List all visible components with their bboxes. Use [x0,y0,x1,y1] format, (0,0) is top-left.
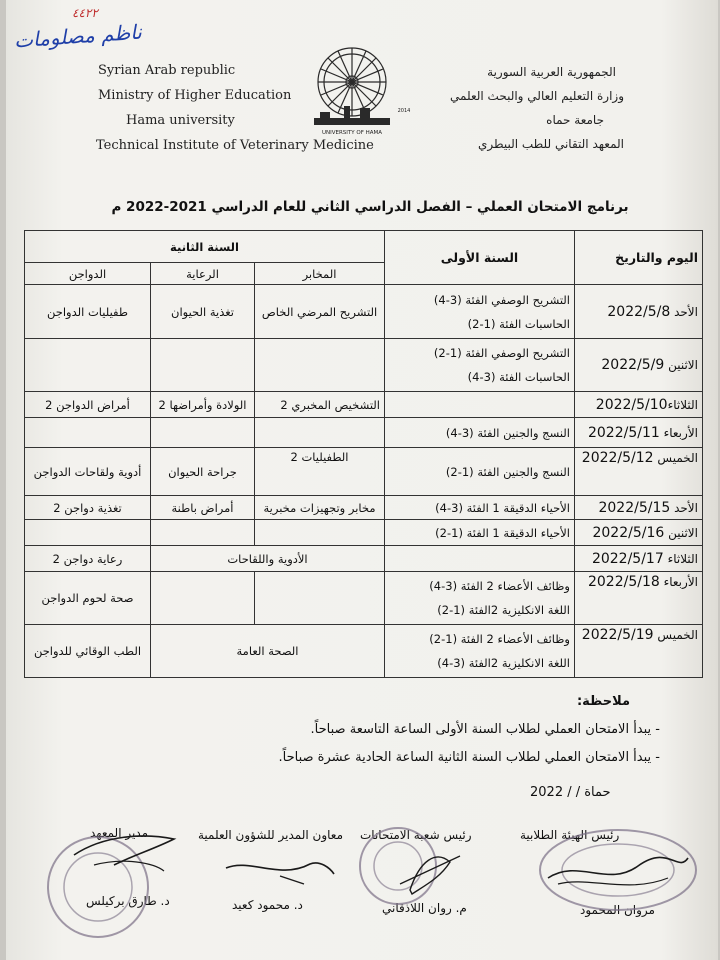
poultry-cell: تغذية دواجن 2 [25,496,151,520]
signature-name-vice-director: د. محمود كعيد [232,898,303,912]
day-name: الاثنين [668,358,698,372]
poultry-cell [25,339,151,392]
university-logo-icon [300,42,420,142]
care-cell: جراحة الحيوان [151,448,255,496]
subheader-labs: المخابر [255,263,385,285]
day-cell [575,546,703,572]
first-year-line1: التشريح الوصفي الفئة (1-2) [433,346,570,360]
first-year-cell [385,392,575,418]
table-row [25,285,703,339]
first-year-line2: الحاسبات الفئة (3-4) [467,370,570,384]
labs-cell: الأدوية واللقاحات [151,546,385,572]
date-value: 2022/5/8 [607,303,671,320]
date-value: 2022/5/17 [591,550,664,567]
labs-cell: مخابر وتجهيزات مخبرية [255,496,385,520]
english-header-line3: Hama university [126,113,235,128]
day-name: الأحد [674,304,698,319]
arabic-header-line1: الجمهورية العربية السورية [487,65,616,79]
signature-name-student-union: مروان المحمود [580,903,655,917]
signature-title-student-union: رئيس الهيئة الطلابية [520,828,620,842]
poultry-cell [25,520,151,546]
day-name: الاثنين [668,525,698,540]
poultry-cell: أمراض الدواجن 2 [25,392,151,418]
signature-vice-director-icon [220,850,340,894]
first-year-line2: اللغة الانكليزية 2الفئة (1-2) [437,603,570,617]
care-cell [151,339,255,392]
header-second-year: السنة الثانية [25,231,385,263]
care-cell [151,572,255,625]
first-year-line2: اللغة الانكليزية 2الفئة (3-4) [437,656,570,670]
table-row [25,572,703,625]
table-row [25,520,703,546]
stamp-director-icon [34,815,184,945]
day-cell [575,418,703,448]
page-title: برنامج الامتحان العملي – الفصل الدراسي الثاني للعام الدراسي 2021-2022 م [111,199,629,215]
exam-schedule-table [24,230,703,678]
table-row [25,418,703,448]
labs-cell: الطفيليات 2 [255,448,385,496]
logo-year: 2014 [397,108,411,114]
header-day-date: اليوم والتاريخ [575,231,703,285]
english-header-line2: Ministry of Higher Education [98,88,292,103]
first-year-cell [385,339,575,392]
labs-cell: التشخيص المخبري 2 [255,392,385,418]
signature-name-exams: م. روان اللاذقاني [382,901,467,915]
arabic-header-line2: وزارة التعليم العالي والبحث العلمي [450,89,624,103]
signature-title-director: مدير المعهد [90,826,149,840]
poultry-cell: صحة لحوم الدواجن [25,572,151,625]
first-year-cell [385,625,575,678]
care-cell: تغذية الحيوان [151,285,255,339]
first-year-cell [385,546,575,572]
table-row [25,546,703,572]
table-row [25,392,703,418]
day-cell [575,625,703,678]
day-cell [575,520,703,546]
logo-caption: UNIVERSITY OF HAMA [321,130,383,136]
day-name: الخميس [657,451,698,465]
table-row [25,496,703,520]
notes-heading: ملاحظة: [576,694,630,709]
labs-cell [255,572,385,625]
labs-cell: الصحة العامة [151,625,385,678]
care-cell: الولادة وأمراضها 2 [151,392,255,418]
day-name: الأربعاء [663,575,698,589]
first-year-cell: الأحياء الدقيقة 1 الفئة (1-2) [385,520,575,546]
arabic-header-line4: المعهد التقاني للطب البيطري [477,137,624,151]
place-date: حماة / / 2022 [530,785,611,800]
signature-title-exams: رئيس شعبة الامتحانات [360,828,472,842]
poultry-cell: أدوية ولقاحات الدواجن [25,448,151,496]
first-year-cell: الأحياء الدقيقة 1 الفئة (3-4) [385,496,575,520]
english-header-line4: Technical Institute of Veterinary Medicine [96,138,374,153]
handwritten-number: ٤٤٢٢ [72,6,98,20]
date-value: 2022/5/15 [598,499,671,516]
table-row [25,625,703,678]
subheader-care: الرعاية [151,263,255,285]
arabic-header [450,60,624,156]
table-row [25,448,703,496]
day-cell [575,572,703,625]
notes-section [278,688,670,772]
labs-cell [255,418,385,448]
signature-name-director: د. طارق بركيلس [86,894,170,908]
first-year-cell: النسج والجنين الفئة (1-2) [385,448,575,496]
poultry-cell: الطب الوقائي للدواجن [25,625,151,678]
day-name: الأحد [674,500,698,515]
first-year-line2: الحاسبات الفئة (1-2) [467,316,570,331]
first-year-line1: وظائف الأعضاء 2 الفئة (3-4) [429,579,570,593]
first-year-cell [385,572,575,625]
labs-cell [255,339,385,392]
signature-title-vice-director: معاون المدير للشؤون العلمية [198,828,343,842]
first-year-line1: التشريح الوصفي الفئة (3-4) [433,292,570,307]
day-cell [575,496,703,520]
day-name: الخميس [657,628,698,642]
care-cell [151,520,255,546]
date-value: 2022/5/10 [595,396,668,413]
labs-cell: التشريح المرضي الخاص [255,285,385,339]
arabic-header-line3: جامعة حماه [546,113,604,127]
stamp-student-union-icon [528,818,698,918]
header-first-year: السنة الأولى [385,231,575,285]
date-value: 2022/5/9 [601,357,665,373]
date-value: 2022/5/16 [592,524,665,541]
care-cell [151,418,255,448]
day-cell [575,285,703,339]
day-name: الثلاثاء [667,397,698,412]
subheader-poultry: الدواجن [25,263,151,285]
date-value: 2022/5/19 [581,627,654,643]
day-cell [575,392,703,418]
day-cell [575,448,703,496]
date-value: 2022/5/12 [581,450,654,466]
day-name: الثلاثاء [667,551,698,566]
note-second-year: - يبدأ الامتحان العملي لطلاب السنة الثانية الساعة الحادية عشرة صباحاً. [278,750,660,765]
poultry-cell: طفيليات الدواجن [25,285,151,339]
note-first-year: - يبدأ الامتحان العملي لطلاب السنة الأولى الساعة التاسعة صباحاً. [310,722,660,737]
day-cell [575,339,703,392]
first-year-line1: وظائف الأعضاء 2 الفئة (1-2) [429,632,570,646]
stamp-exams-icon [340,820,470,910]
date-value: 2022/5/18 [587,574,660,590]
table-row [25,339,703,392]
first-year-cell [385,285,575,339]
poultry-cell: رعاية دواجن 2 [25,546,151,572]
handwritten-note: ناظم مصلومات [13,19,143,53]
poultry-cell [25,418,151,448]
first-year-cell: النسج والجنين الفئة (3-4) [385,418,575,448]
day-name: الأربعاء [663,425,698,440]
labs-cell [255,520,385,546]
care-cell: أمراض باطنة [151,496,255,520]
english-header-line1: Syrian Arab republic [98,63,236,78]
date-value: 2022/5/11 [587,424,660,441]
